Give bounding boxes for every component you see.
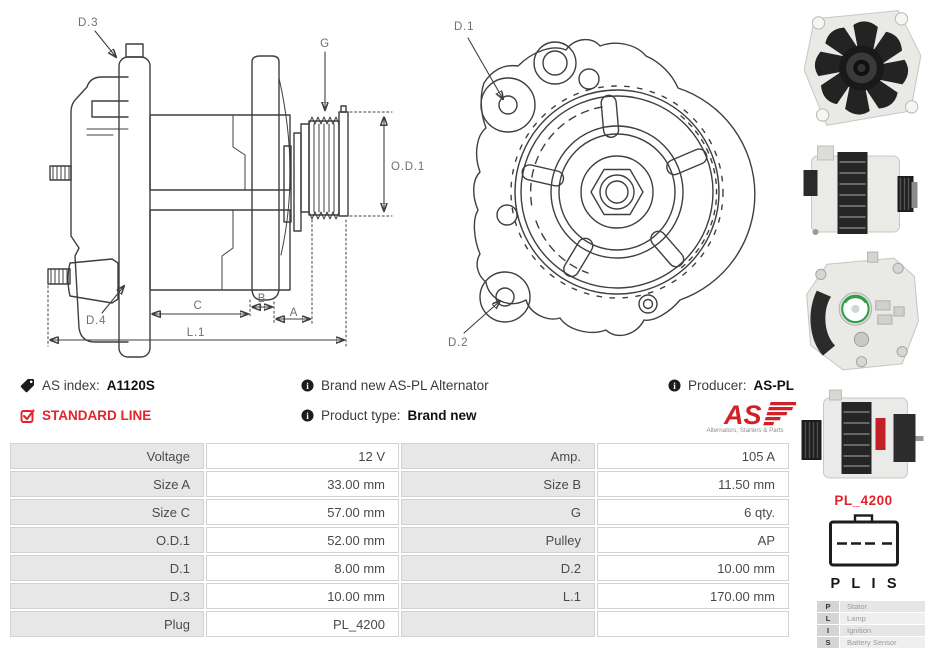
as-index-row	[20, 377, 155, 394]
spec-label: Pulley	[401, 527, 595, 553]
dim-label-d1: D.1	[454, 21, 475, 33]
spec-value: 52.00 mm	[206, 527, 399, 553]
legend-pin: P	[817, 601, 839, 612]
product-type-label: Product type:	[321, 408, 401, 423]
pin-letter: S	[886, 576, 897, 592]
as-index-value: A1120S	[106, 378, 155, 393]
svg-text:i: i	[673, 381, 676, 392]
description-row	[301, 377, 489, 394]
checkbox-checked-icon	[20, 408, 35, 423]
description-text: Brand new AS-PL Alternator	[321, 378, 489, 393]
spec-value: AP	[597, 527, 789, 553]
spec-label: O.D.1	[10, 527, 204, 553]
side-view-technical-drawing	[0, 0, 440, 368]
pin-letter: I	[871, 576, 876, 592]
svg-text:i: i	[306, 381, 309, 392]
legend-pin: I	[817, 625, 839, 636]
producer-row	[668, 377, 794, 394]
dim-label-d3: D.3	[78, 17, 99, 29]
spec-label: G	[401, 499, 595, 525]
legend-row	[817, 637, 925, 648]
dim-label-b: B	[257, 293, 267, 305]
spec-value: 10.00 mm	[206, 583, 399, 609]
spec-label: Size B	[401, 471, 595, 497]
info-icon	[668, 379, 681, 392]
dim-label-g: G	[320, 38, 330, 50]
dim-label-l1: L.1	[186, 327, 206, 339]
producer-value: AS-PL	[753, 378, 795, 393]
product-photo-3[interactable]	[796, 250, 927, 383]
spec-label: Amp.	[401, 443, 595, 469]
pin-letter: L	[851, 576, 861, 592]
spec-value: 11.50 mm	[597, 471, 789, 497]
spec-value: 12 V	[206, 443, 399, 469]
spec-label: Size A	[10, 471, 204, 497]
info-icon	[301, 409, 314, 422]
legend-pin: S	[817, 637, 839, 648]
dim-label-od1: O.D.1	[391, 161, 426, 173]
spec-value: 10.00 mm	[597, 555, 789, 581]
plug-connector-drawing	[828, 514, 900, 568]
legend-row	[817, 625, 925, 636]
pin-letter: P	[830, 576, 841, 592]
dim-label-d4: D.4	[86, 315, 107, 327]
as-index-label: AS index:	[42, 378, 100, 393]
plug-pins	[831, 576, 897, 592]
tag-icon	[20, 378, 35, 393]
spec-label: D.1	[10, 555, 204, 581]
legend-pin: L	[817, 613, 839, 624]
dim-label-d2: D.2	[448, 337, 469, 349]
product-photo-4[interactable]	[796, 386, 927, 495]
spec-value: 57.00 mm	[206, 499, 399, 525]
legend-desc: Stator	[840, 601, 925, 612]
as-pl-logo	[694, 398, 796, 439]
spec-value: 8.00 mm	[206, 555, 399, 581]
logo-tagline: Alternators, Starters & Parts	[706, 427, 784, 434]
dim-label-c: C	[193, 300, 203, 312]
logo-text: AS	[724, 400, 762, 430]
spec-table	[10, 443, 789, 637]
product-type-row	[301, 407, 477, 424]
spec-label: D.2	[401, 555, 595, 581]
svg-text:i: i	[306, 411, 309, 422]
front-view-technical-drawing	[440, 0, 790, 365]
plug-legend	[817, 601, 925, 648]
product-photo-2[interactable]	[796, 140, 927, 251]
product-photo-1[interactable]	[796, 4, 927, 139]
legend-row	[817, 601, 925, 612]
spec-label: D.3	[10, 583, 204, 609]
spec-value: PL_4200	[206, 611, 399, 637]
product-type-value: Brand new	[407, 408, 477, 423]
plug-name: PL_4200	[834, 493, 893, 508]
standard-line-badge: STANDARD LINE	[42, 408, 152, 423]
spec-value: 33.00 mm	[206, 471, 399, 497]
spec-value: 6 qty.	[597, 499, 789, 525]
spec-value: 105 A	[597, 443, 789, 469]
legend-row	[817, 613, 925, 624]
spec-value	[597, 611, 789, 637]
dim-label-a: A	[289, 307, 299, 319]
spec-label: L.1	[401, 583, 595, 609]
info-icon	[301, 379, 314, 392]
legend-desc: Ignition	[840, 625, 925, 636]
spec-label: Size C	[10, 499, 204, 525]
spec-label	[401, 611, 595, 637]
plug-section	[800, 493, 927, 648]
spec-value: 170.00 mm	[597, 583, 789, 609]
producer-label: Producer:	[688, 378, 747, 393]
spec-label: Plug	[10, 611, 204, 637]
standard-line-row	[20, 407, 151, 424]
spec-label: Voltage	[10, 443, 204, 469]
legend-desc: Lamp	[840, 613, 925, 624]
legend-desc: Battery Sensor	[840, 637, 925, 648]
